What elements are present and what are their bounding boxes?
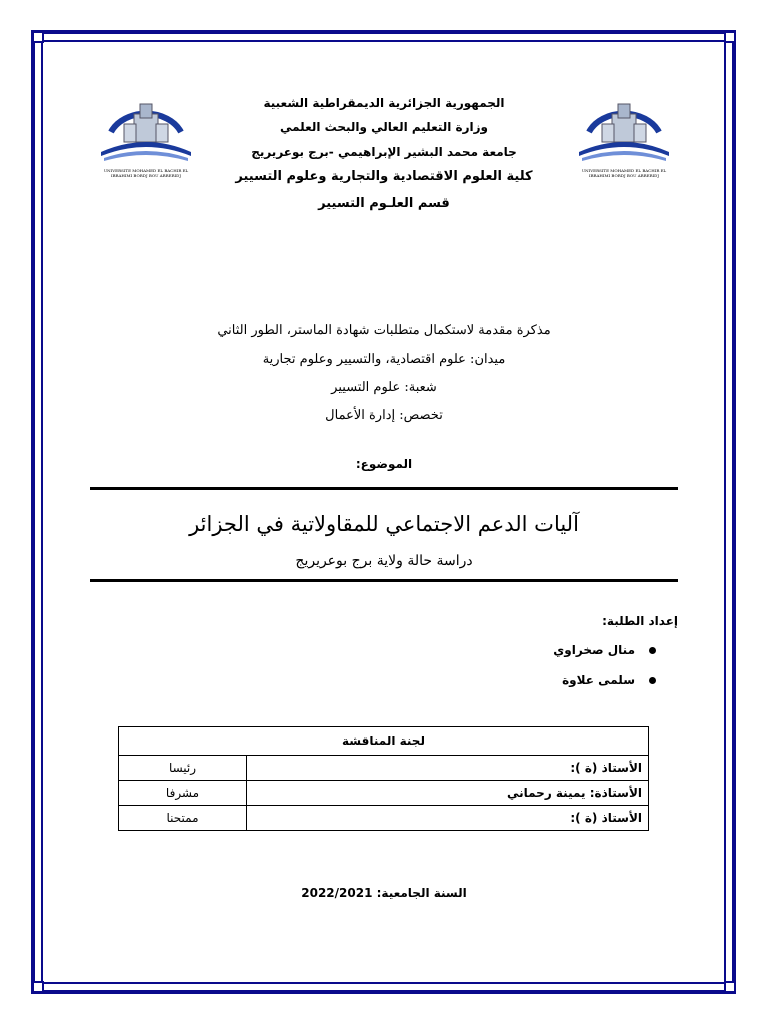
table-row: [119, 781, 649, 806]
logo-caption: UNIVERSITE MOHAMED EL BACHIR EL IBRAHIMI BORDJ BOU ARRERIDJ: [581, 168, 667, 178]
student-item: [553, 643, 656, 657]
thesis-subtitle: دراسة حالة ولاية برج بوعريريج: [295, 553, 473, 569]
students-label: إعداد الطلبة:: [602, 614, 678, 628]
thesis-title: آليات الدعم الاجتماعي للمقاولاتية في الجزائر: [189, 512, 579, 536]
student-name: منال صخراوي: [553, 643, 635, 657]
university-logo-right: [574, 92, 674, 182]
university-logo-left: [96, 92, 196, 182]
table-row: [119, 806, 649, 831]
header-university: جامعة محمد البشير الإبراهيمي -برج بوعريريج: [251, 145, 517, 159]
title-rule-bottom: [90, 579, 678, 582]
border-corner: [724, 981, 736, 993]
border-corner: [32, 31, 44, 43]
header-faculty: كلية العلوم الاقتصادية والتجارية وعلوم التسيير: [235, 169, 533, 184]
border-corner: [724, 31, 736, 43]
memo-purpose: مذكرة مقدمة لاستكمال متطلبات شهادة الماستر، الطور الثاني: [217, 323, 551, 338]
student-item: [562, 673, 656, 687]
title-rule-top: [90, 487, 678, 490]
jury-member-name: الأستاذة: يمينة رحماني: [247, 781, 649, 806]
jury-member-name: الأستاذ (ة ):: [247, 806, 649, 831]
memo-specialty: تخصص: إدارة الأعمال: [325, 408, 443, 423]
logo-caption: UNIVERSITE MOHAMED EL BACHIR EL IBRAHIMI BORDJ BOU ARRERIDJ: [103, 168, 189, 178]
student-name: سلمى علاوة: [562, 673, 635, 687]
header-republic: الجمهورية الجزائرية الديمقراطية الشعبية: [263, 96, 505, 110]
memo-branch: شعبة: علوم التسيير: [331, 380, 437, 395]
jury-title: لجنة المناقشة: [119, 727, 649, 756]
bullet-icon: [649, 677, 656, 684]
memo-field: ميدان: علوم اقتصادية، والتسيير وعلوم تجارية: [262, 352, 506, 367]
academic-year: السنة الجامعية: 2022/2021: [301, 886, 467, 900]
subject-label: الموضوع:: [355, 457, 413, 471]
jury-member-role: رئيسا: [119, 756, 247, 781]
jury-table: [118, 726, 649, 831]
jury-member-role: ممتحنا: [119, 806, 247, 831]
bullet-icon: [649, 647, 656, 654]
table-row: [119, 756, 649, 781]
header-ministry: وزارة التعليم العالي والبحث العلمي: [279, 120, 489, 134]
header-department: قسم العلـوم التسيير: [318, 196, 450, 211]
jury-member-role: مشرفا: [119, 781, 247, 806]
jury-member-name: الأستاذ (ة ):: [247, 756, 649, 781]
table-row: [119, 727, 649, 756]
border-corner: [32, 981, 44, 993]
